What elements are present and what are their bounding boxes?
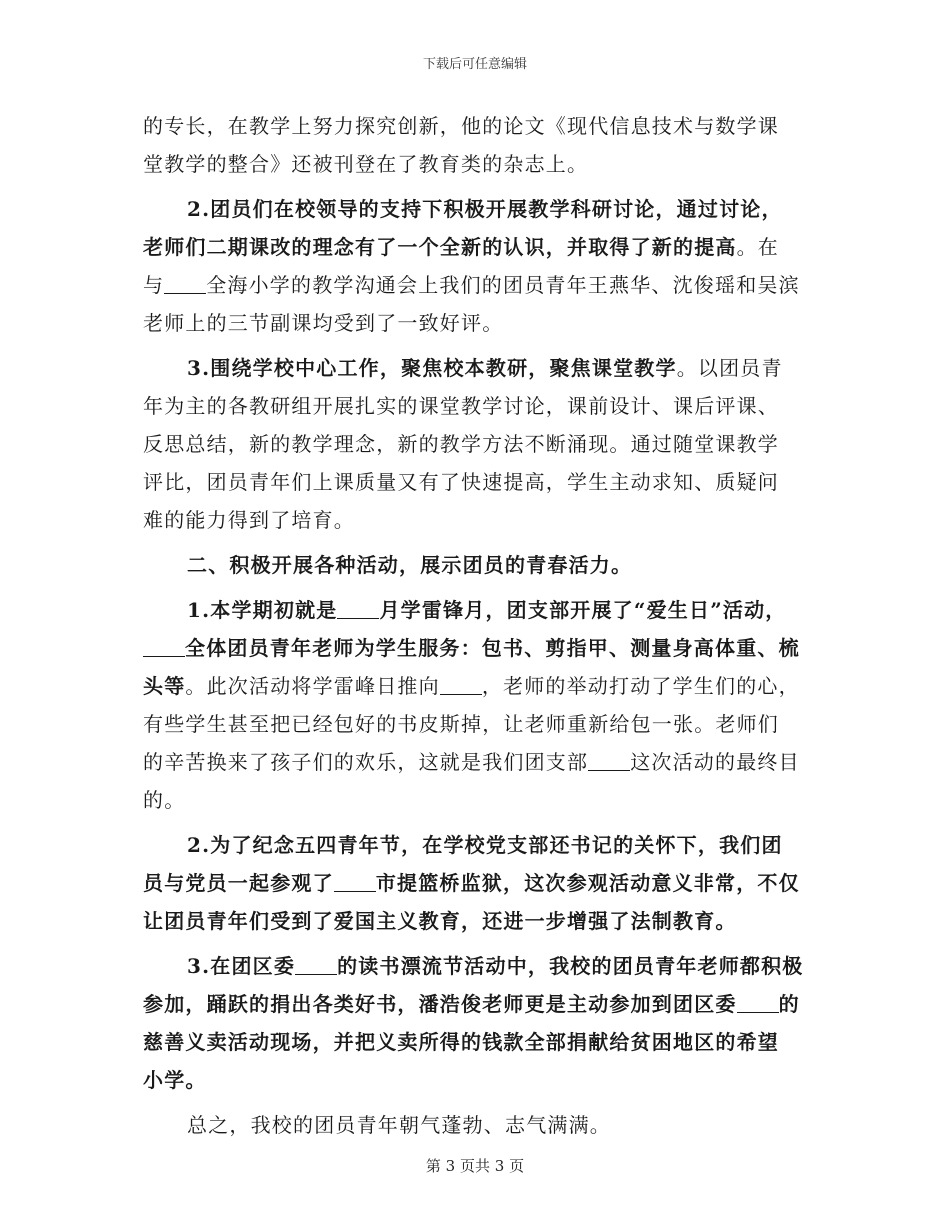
paragraph bbox=[143, 947, 811, 1099]
text: 月学雷锋月，团支部开展了“爱生日”活动， bbox=[379, 598, 787, 622]
text: 3.在团区委 bbox=[187, 954, 296, 978]
blank-underline bbox=[440, 674, 482, 695]
text-line bbox=[143, 667, 811, 705]
text-line: 堂教学的整合》还被刊登在了教育类的杂志上。 bbox=[143, 152, 589, 176]
page-header: 下载后可任意编辑 bbox=[422, 57, 527, 72]
text-line: 的。 bbox=[143, 788, 186, 812]
text: 。此次活动将学雷峰日推向 bbox=[185, 674, 440, 698]
paragraph bbox=[143, 826, 811, 940]
text: 的辛苦换来了孩子们的欢乐，这就是我们团支部 bbox=[143, 750, 589, 774]
paragraph bbox=[143, 591, 811, 819]
bold-text: 头等 bbox=[143, 674, 186, 698]
blank-underline bbox=[164, 273, 206, 294]
text: 市提篮桥监狱，这次参观活动意义非常，不仅 bbox=[375, 871, 800, 895]
text-line: 年为主的各教研组开展扎实的课堂教学讨论，课前设计、课后评课、 bbox=[143, 394, 779, 418]
text: ，老师的举动打动了学生们的心， bbox=[481, 674, 800, 698]
text-line bbox=[143, 864, 811, 902]
text-line: 小学。 bbox=[143, 1068, 207, 1092]
text-line bbox=[143, 266, 811, 304]
blank-underline bbox=[588, 750, 630, 771]
document-body bbox=[143, 107, 811, 1144]
blank-underline bbox=[334, 871, 376, 892]
bold-text: 3.围绕学校中心工作，聚焦校本教研，聚焦课堂教学 bbox=[187, 356, 677, 380]
text-line bbox=[143, 591, 811, 629]
text: 1.本学期初就是 bbox=[187, 598, 338, 622]
text-line: 老师上的三节副课均受到了一致好评。 bbox=[143, 311, 504, 335]
text: 员与党员一起参观了 bbox=[143, 871, 334, 895]
bold-text: 老师们二期课改的理念有了一个全新的认识，并取得了新的提高 bbox=[143, 235, 737, 259]
paragraph bbox=[143, 107, 811, 183]
page-footer: 第 3 页共 3 页 bbox=[425, 1157, 525, 1175]
text-line bbox=[143, 349, 811, 387]
paragraph bbox=[143, 1106, 811, 1144]
text-line bbox=[143, 228, 811, 266]
text-line bbox=[143, 985, 811, 1023]
text-line: 难的能力得到了培育。 bbox=[143, 508, 355, 532]
text: 这次活动的最终目 bbox=[630, 750, 800, 774]
paragraph bbox=[143, 190, 811, 342]
blank-underline bbox=[737, 992, 779, 1013]
text-line: 评比，团员青年们上课质量又有了快速提高，学生主动求知、质疑问 bbox=[143, 470, 779, 494]
text: 的读书漂流节活动中，我校的团员青年老师都积极 bbox=[337, 954, 804, 978]
text-line: 二、积极开展各种活动，展示团员的青春活力。 bbox=[187, 553, 633, 577]
text: 全海小学的教学沟通会上我们的团员青年王燕华、沈俊瑶和吴滨 bbox=[206, 273, 800, 297]
text-line: 2.为了纪念五四青年节，在学校党支部还书记的关怀下，我们团 bbox=[187, 833, 783, 857]
text: 全体团员青年老师为学生服务：包书、剪指甲、测量身高体重、梳 bbox=[185, 636, 800, 660]
section-heading bbox=[143, 546, 811, 584]
text-line bbox=[143, 743, 811, 781]
text-line: 2.团员们在校领导的支持下积极开展教学科研讨论，通过讨论， bbox=[187, 197, 783, 221]
text: 参加，踊跃的捐出各类好书，潘浩俊老师更是主动参加到团区委 bbox=[143, 992, 737, 1016]
text: 。以团员青 bbox=[676, 356, 783, 380]
paragraph bbox=[143, 349, 811, 539]
text: 。在 bbox=[736, 235, 780, 259]
text: 与 bbox=[143, 273, 165, 297]
text-line bbox=[143, 629, 811, 667]
text-line: 有些学生甚至把已经包好的书皮斯掉，让老师重新给包一张。老师们 bbox=[143, 712, 779, 736]
text-line bbox=[143, 947, 811, 985]
text-line: 让团员青年们受到了爱国主义教育，还进一步增强了法制教育。 bbox=[143, 909, 737, 933]
blank-underline bbox=[143, 636, 185, 657]
blank-underline bbox=[295, 954, 337, 975]
text: 的 bbox=[778, 992, 800, 1016]
text-line: 反思总结，新的教学理念，新的教学方法不断涌现。通过随堂课教学 bbox=[143, 432, 779, 456]
text-line: 的专长，在教学上努力探究创新，他的论文《现代信息技术与数学课 bbox=[143, 114, 779, 138]
blank-underline bbox=[337, 598, 379, 619]
text-line: 慈善义卖活动现场，并把义卖所得的钱款全部捐献给贫困地区的希望 bbox=[143, 1030, 779, 1054]
text-line: 总之，我校的团员青年朝气蓬勃、志气满满。 bbox=[187, 1113, 611, 1137]
